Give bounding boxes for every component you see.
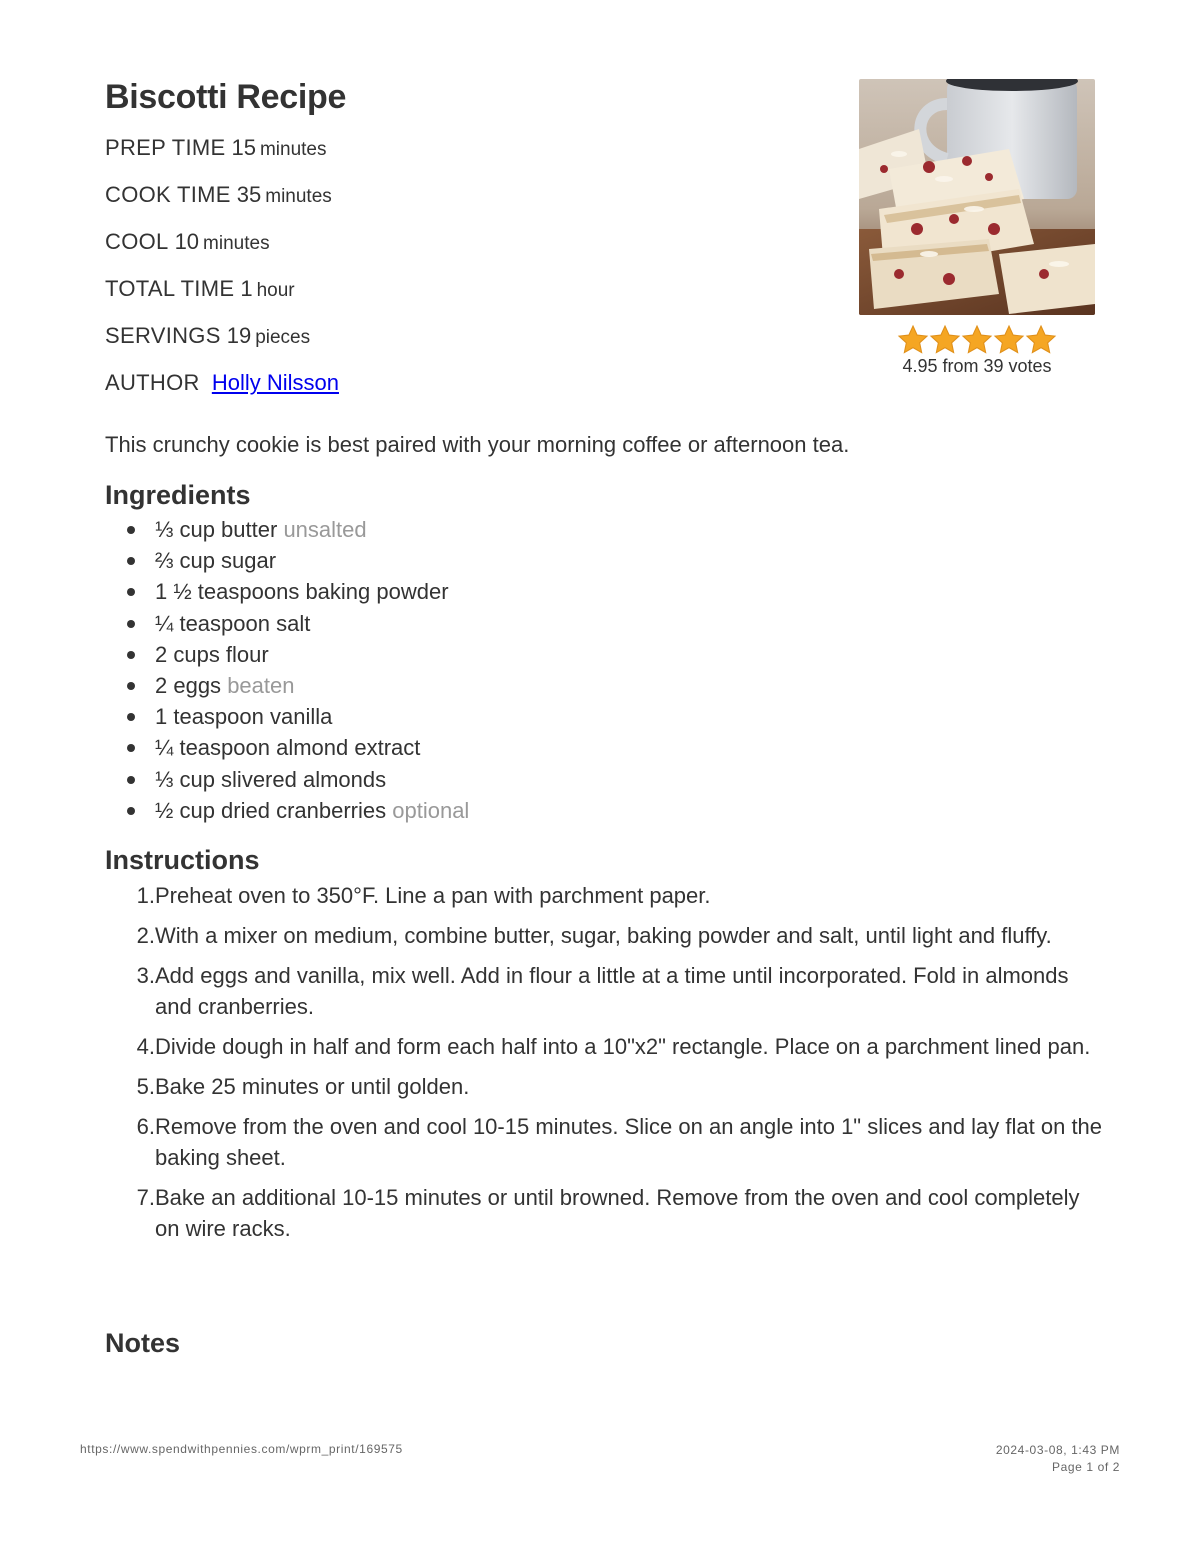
step-number: 1.	[136, 883, 155, 908]
list-item	[125, 514, 1025, 545]
meta-value: 15	[231, 135, 256, 160]
step-text: Add eggs and vanilla, mix well. Add in flour a little at a time until incorporated. Fold in almonds and cranberries.	[155, 963, 1069, 1019]
bullet-icon	[127, 651, 135, 659]
recipe-summary: This crunchy cookie is best paired with your morning coffee or afternoon tea.	[105, 432, 850, 457]
meta-value: 19	[226, 323, 252, 348]
footer-page-number: Page 1 of 2	[1052, 1460, 1120, 1474]
ingredients-heading: Ingredients	[105, 480, 251, 510]
meta-unit: pieces	[255, 327, 311, 348]
star-icon[interactable]	[897, 324, 929, 356]
bullet-icon	[127, 526, 135, 534]
star-icon[interactable]	[961, 324, 993, 356]
rating	[859, 324, 1095, 377]
recipe-title: Biscotti Recipe	[105, 78, 347, 116]
meta-label: COOL	[105, 229, 169, 254]
ingredient-text: ⅓ cup slivered almonds	[155, 766, 387, 792]
rating-text: 4.95 from 39 votes	[902, 356, 1052, 376]
ingredient-text: ⅓ cup butter	[155, 517, 278, 542]
step-number: 3.	[136, 963, 155, 988]
star-icon[interactable]	[1025, 324, 1057, 356]
author-label: AUTHOR	[105, 370, 200, 395]
instruction-step	[105, 1071, 1105, 1102]
step-number: 6.	[136, 1114, 155, 1139]
total-time-row	[105, 273, 805, 320]
list-item	[125, 701, 1025, 732]
bullet-icon	[127, 588, 135, 596]
list-item	[125, 608, 1025, 639]
list-item	[125, 764, 1025, 795]
meta-unit: minutes	[259, 139, 327, 160]
ingredient-text: ⅔ cup sugar	[155, 548, 277, 574]
instruction-step	[105, 880, 1105, 911]
bullet-icon	[127, 807, 135, 815]
star-icon[interactable]	[929, 324, 961, 356]
footer-info	[996, 1442, 1120, 1476]
bullet-icon	[127, 682, 135, 690]
ingredient-note: unsalted	[283, 517, 367, 542]
list-item	[125, 732, 1025, 763]
ingredient-text: ½ cup dried cranberries	[155, 797, 387, 823]
author-row	[105, 367, 805, 414]
meta-value: 35	[236, 182, 262, 207]
list-item	[125, 545, 1025, 576]
meta-label: PREP TIME	[105, 135, 226, 160]
ingredient-text: 1 teaspoon vanilla	[155, 704, 333, 730]
step-text: Remove from the oven and cool 10-15 minutes. Slice on an angle into 1" slices and lay flat on the baking sheet.	[155, 1114, 1103, 1170]
step-number: 7.	[136, 1185, 155, 1210]
step-text: Bake an additional 10-15 minutes or until browned. Remove from the oven and cool completely on wire racks.	[155, 1185, 1080, 1241]
ingredient-text: 2 eggs	[155, 672, 222, 698]
ingredient-text: 1 ½ teaspoons baking powder	[155, 579, 449, 605]
cool-time-row	[105, 226, 805, 273]
servings-row	[105, 320, 805, 367]
meta-value: 1	[240, 276, 253, 301]
meta-unit: minutes	[203, 233, 270, 254]
step-number: 5.	[136, 1074, 155, 1099]
ingredient-note: beaten	[227, 672, 295, 698]
list-item	[125, 639, 1025, 670]
list-item	[125, 795, 1025, 826]
ingredients-list	[125, 514, 1025, 826]
meta-unit: hour	[256, 280, 295, 301]
meta-label: COOK TIME	[105, 182, 231, 207]
meta-unit: minutes	[265, 186, 332, 207]
bullet-icon	[127, 744, 135, 752]
footer-url: https://www.spendwithpennies.com/wprm_print/169575	[80, 1442, 403, 1456]
list-item	[125, 670, 1025, 701]
step-text: Preheat oven to 350°F. Line a pan with parchment paper.	[155, 883, 711, 908]
step-number: 4.	[136, 1034, 155, 1059]
recipe-photo	[859, 79, 1095, 315]
list-item	[125, 576, 1025, 607]
bullet-icon	[127, 557, 135, 565]
ingredient-text: ¼ teaspoon salt	[155, 610, 311, 636]
step-number: 2.	[136, 923, 155, 948]
ingredient-text: 2 cups flour	[155, 641, 269, 667]
star-icon[interactable]	[993, 324, 1025, 356]
meta-value: 10	[174, 229, 200, 254]
step-text: Bake 25 minutes or until golden.	[155, 1074, 470, 1099]
footer-datetime: 2024-03-08, 1:43 PM	[995, 1443, 1120, 1457]
bullet-icon	[127, 620, 135, 628]
bullet-icon	[127, 776, 135, 784]
instructions-heading: Instructions	[105, 845, 260, 875]
author-link[interactable]: Holly Nilsson	[211, 370, 339, 395]
rating-stars[interactable]	[859, 324, 1095, 358]
bullet-icon	[127, 713, 135, 721]
ingredient-note: optional	[392, 797, 470, 823]
notes-heading: Notes	[105, 1328, 181, 1358]
instruction-step	[105, 1111, 1105, 1173]
cook-time-row	[105, 179, 805, 226]
meta-label: SERVINGS	[105, 323, 221, 348]
instruction-step	[105, 920, 1105, 951]
instruction-step	[105, 1031, 1105, 1062]
prep-time-row	[105, 132, 805, 179]
step-text: With a mixer on medium, combine butter, sugar, baking powder and salt, until light and fluffy.	[155, 923, 1052, 948]
instruction-step	[105, 1182, 1105, 1244]
recipe-meta	[105, 132, 805, 414]
ingredient-text: ¼ teaspoon almond extract	[155, 735, 421, 761]
step-text: Divide dough in half and form each half into a 10"x2" rectangle. Place on a parchment lined pan.	[155, 1034, 1091, 1059]
instructions-list	[105, 880, 1105, 1253]
meta-label: TOTAL TIME	[105, 276, 235, 301]
instruction-step	[105, 960, 1105, 1022]
